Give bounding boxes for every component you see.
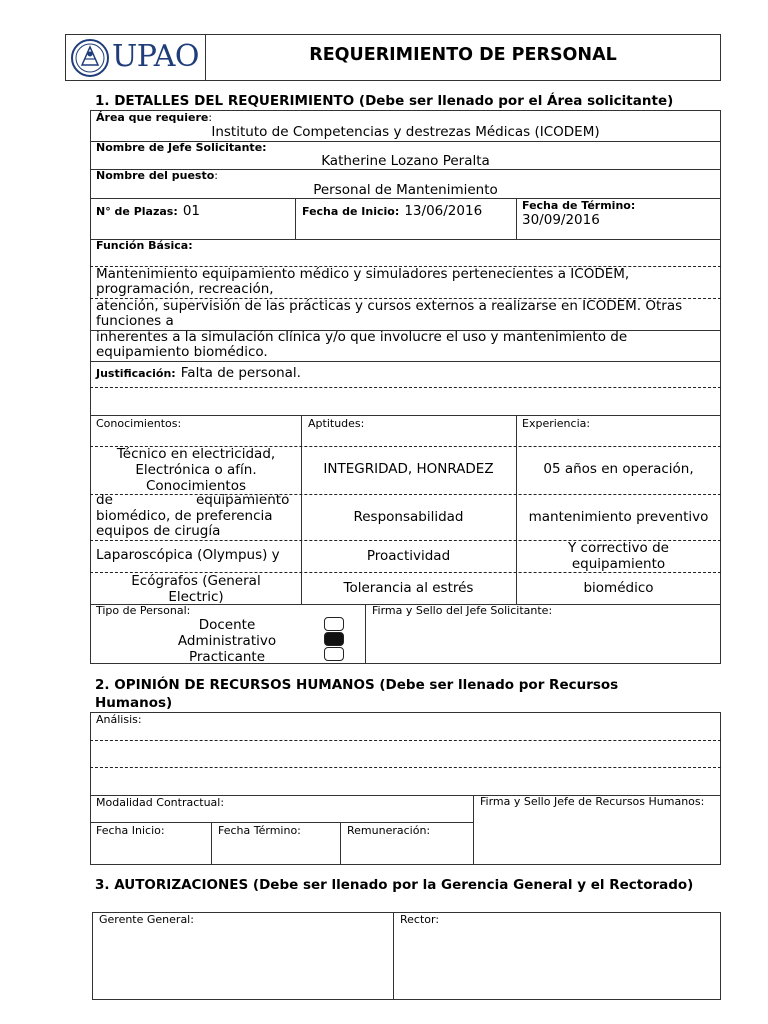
fecha-termino-value: 30/09/2016 [522, 212, 600, 228]
experiencia-1: 05 años en operación, [543, 461, 694, 477]
administrativo-checkbox[interactable] [324, 632, 344, 646]
area-label: Área que requiere [96, 111, 209, 124]
modalidad-label: Modalidad Contractual: [96, 796, 225, 809]
upao-logo [70, 37, 200, 79]
conocimiento-2c: biomédico, de preferencia [96, 508, 273, 524]
tipo-administrativo-label: Administrativo [177, 633, 277, 649]
firma-rrhh-label: Firma y Sello Jefe de Recursos Humanos: [480, 795, 705, 808]
funcion-line-3: atención, supervisión de las prácticas y cursos externos a realizarse en ICODEM. Otras [96, 298, 683, 314]
tipo-docente-label: Docente [198, 617, 256, 633]
puesto-value: Personal de Mantenimiento [313, 182, 498, 198]
experiencia-4: biomédico [583, 580, 654, 596]
section2-table [90, 712, 721, 865]
conocimiento-2a: de [96, 492, 113, 508]
rector-label: Rector: [400, 913, 440, 926]
plazas-value: 01 [182, 203, 201, 219]
fecha-inicio-label: Fecha de Inicio: [302, 205, 400, 218]
seal-icon [70, 37, 110, 79]
fecha-termino-rrhh-label: Fecha Término: [218, 824, 301, 837]
aptitud-2: Responsabilidad [353, 509, 464, 525]
aptitud-1: INTEGRIDAD, HONRADEZ [323, 461, 494, 477]
funcion-line-1: Mantenimiento equipamiento médico y simuladores pertenecientes a ICODEM, [96, 266, 630, 282]
conocimiento-2d: equipos de cirugía [96, 523, 221, 539]
section2-heading: 2. OPINIÓN DE RECURSOS HUMANOS (Debe ser llenado por Recursos Humanos) [95, 677, 619, 711]
funcion-line-4: funciones a [96, 313, 174, 329]
remuneracion-label: Remuneración: [347, 824, 431, 837]
fecha-inicio-rrhh-label: Fecha Inicio: [96, 824, 165, 837]
page-title: REQUERIMIENTO DE PERSONAL [309, 45, 617, 65]
docente-checkbox[interactable] [324, 617, 344, 631]
funcion-line-5: inherentes a la simulación clínica y/o que involucre el uso y mantenimiento de [96, 329, 628, 345]
aptitud-4: Tolerancia al estrés [343, 580, 474, 596]
fecha-inicio-value: 13/06/2016 [404, 203, 483, 219]
logo-text: UPAO [112, 39, 199, 74]
justificacion-value: Falta de personal. [180, 365, 301, 381]
area-value: Instituto de Competencias y destrezas Médicas (ICODEM) [211, 124, 600, 140]
conocimiento-4: Ecógrafos (General Electric) [131, 573, 261, 605]
funcion-line-6: equipamiento biomédico. [96, 344, 268, 360]
section3-heading: 3. AUTORIZACIONES (Debe ser llenado por la Gerencia General y el Rectorado) [95, 877, 694, 893]
aptitud-3: Proactividad [366, 548, 451, 564]
analisis-label: Análisis: [96, 713, 142, 726]
funcion-label: Función Básica: [96, 239, 193, 252]
experiencia-label: Experiencia: [522, 417, 591, 430]
conocimientos-label: Conocimientos: [96, 417, 182, 430]
conocimiento-1: Técnico en electricidad, Electrónica o afín. Conocimientos [116, 446, 276, 494]
aptitudes-label: Aptitudes: [308, 417, 365, 430]
funcion-line-2: programación, recreación, [96, 281, 274, 297]
jefe-value: Katherine Lozano Peralta [321, 153, 490, 169]
justificacion-label: Justificación: [96, 367, 176, 380]
plazas-label: N° de Plazas: [96, 205, 178, 218]
tipo-practicante-label: Practicante [188, 649, 266, 665]
experiencia-2: mantenimiento preventivo [528, 509, 709, 525]
jefe-label: Nombre de Jefe Solicitante: [96, 141, 267, 154]
tipo-personal-label: Tipo de Personal: [96, 604, 191, 617]
practicante-checkbox[interactable] [324, 647, 344, 661]
section1-heading: 1. DETALLES DEL REQUERIMIENTO (Debe ser llenado por el Área solicitante) [95, 93, 674, 109]
puesto-label: Nombre del puesto [96, 169, 215, 182]
conocimiento-2b: equipamiento [196, 492, 290, 508]
conocimiento-3: Laparoscópica (Olympus) y [96, 547, 280, 563]
firma-jefe-label: Firma y Sello del Jefe Solicitante: [372, 604, 553, 617]
fecha-termino-label: Fecha de Término: [522, 199, 636, 212]
experiencia-3: Y correctivo de equipamiento [568, 540, 669, 572]
gerente-label: Gerente General: [99, 913, 194, 926]
